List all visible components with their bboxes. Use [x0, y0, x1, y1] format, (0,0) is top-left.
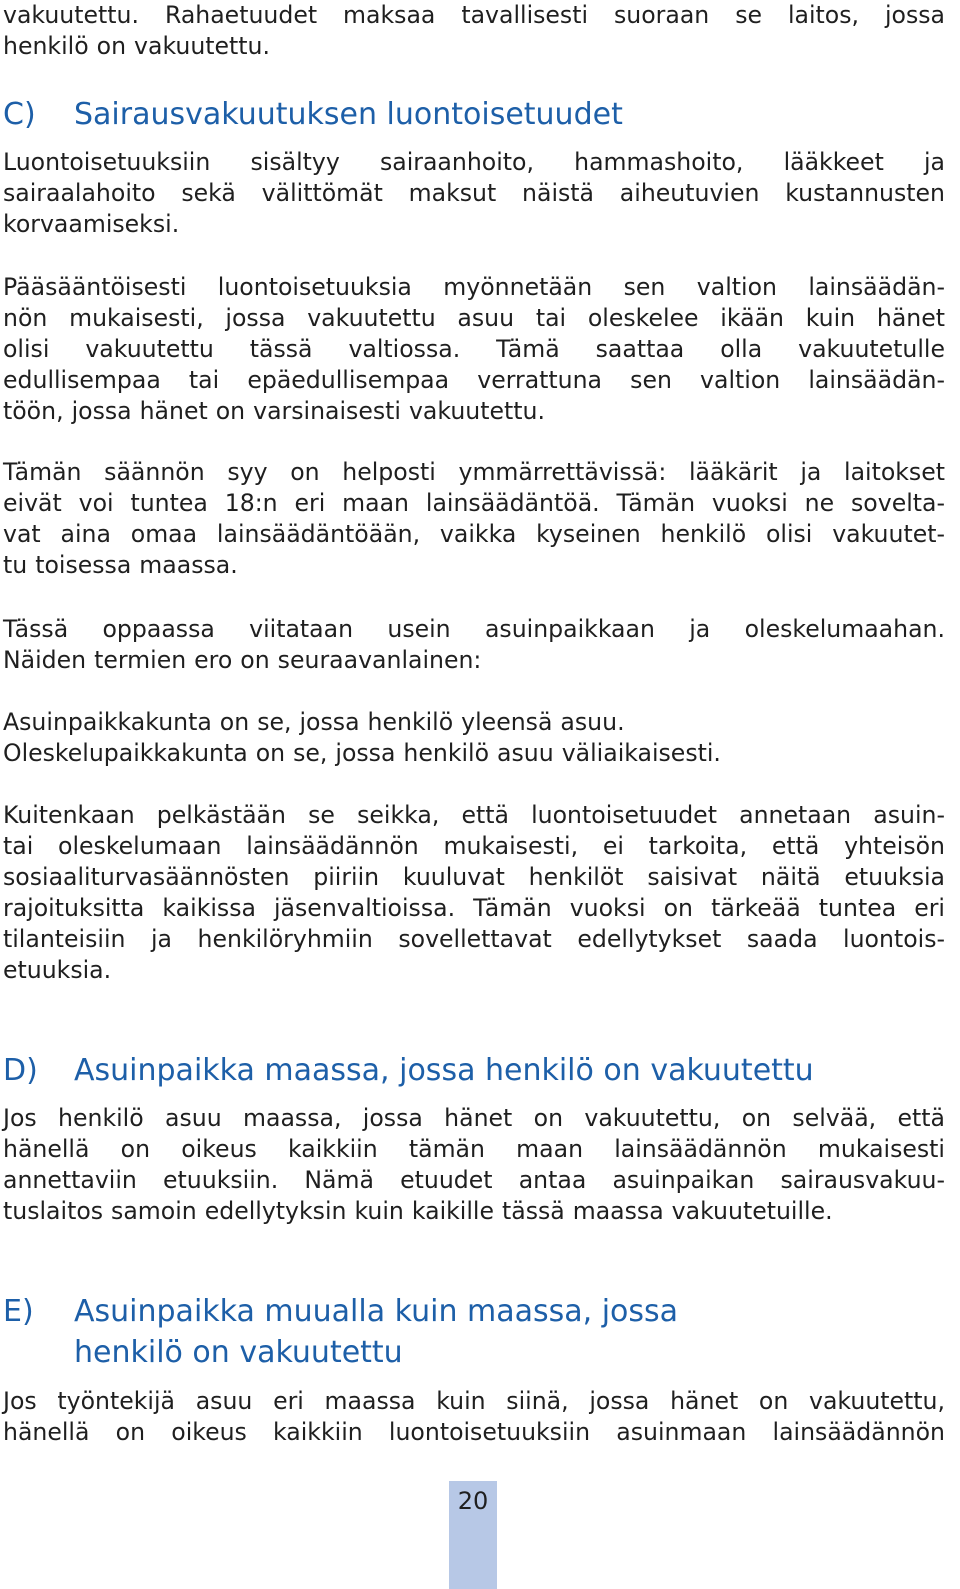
text-line: etuuksia.: [3, 956, 112, 984]
text-line: Tämän säännön syy on helposti ymmärrettävissä: lääkärit ja laitokset: [3, 458, 945, 486]
text-line: Kuitenkaan pelkästään se seikka, että luontoisetuudet annetaan asuin-: [3, 801, 945, 829]
text-line: sosiaaliturvasäännösten piiriin kuuluvat henkilöt saisivat näitä etuuksia: [3, 863, 945, 891]
section-c-paragraph-5: [3, 707, 945, 769]
text-line: annettaviin etuuksiin. Nämä etuudet antaa asuinpaikan sairausvakuu-: [3, 1166, 945, 1194]
text-line: nön mukaisesti, jossa vakuutettu asuu tai oleskelee ikään kuin hänet: [3, 304, 945, 332]
text-line: rajoituksitta kaikissa jäsenvaltioissa. Tämän vuoksi on tärkeää tuntea eri: [3, 894, 945, 922]
section-c-paragraph-2: [3, 272, 945, 427]
section-c-paragraph-1: [3, 147, 945, 240]
section-d-letter: D): [3, 1053, 38, 1088]
text-line: vat aina omaa lainsäädäntöään, vaikka kyseinen henkilö olisi vakuutet-: [3, 520, 945, 548]
intro-paragraph: [3, 0, 945, 62]
section-c-paragraph-6: [3, 800, 945, 986]
text-line: hänellä on oikeus kaikkiin tämän maan lainsäädännön mukaisesti: [3, 1135, 945, 1163]
section-e-title-line-1: Asuinpaikka muualla kuin maassa, jossa: [74, 1294, 679, 1329]
section-c-paragraph-4: [3, 614, 945, 676]
text-line: Näiden termien ero on seuraavanlainen:: [3, 646, 482, 674]
text-line: korvaamiseksi.: [3, 210, 180, 238]
section-e-paragraph-1: [3, 1386, 945, 1448]
text-line: Asuinpaikkakunta on se, jossa henkilö yleensä asuu.: [3, 708, 625, 736]
page-number: 20: [449, 1481, 497, 1589]
text-line: töön, jossa hänet on varsinaisesti vakuutettu.: [3, 397, 545, 425]
section-c-heading: [3, 94, 945, 135]
section-d-paragraph-1: [3, 1103, 945, 1227]
text-line: tilanteisiin ja henkilöryhmiin sovellettavat edellytykset saada luontois-: [3, 925, 945, 953]
text-line: Jos henkilö asuu maassa, jossa hänet on vakuutettu, on selvää, että: [3, 1104, 945, 1132]
text-line: olisi vakuutettu tässä valtiossa. Tämä saattaa olla vakuutetulle: [3, 335, 945, 363]
text-line: Tässä oppaassa viitataan usein asuinpaikkaan ja oleskelumaahan.: [3, 615, 945, 643]
section-d-heading: [3, 1050, 945, 1091]
section-c-letter: C): [3, 97, 36, 132]
section-e-title-line-2: henkilö on vakuutettu: [74, 1335, 403, 1370]
text-line: hänellä on oikeus kaikkiin luontoisetuuksiin asuinmaan lainsäädännön: [3, 1418, 945, 1446]
section-d-title: Asuinpaikka maassa, jossa henkilö on vakuutettu: [74, 1053, 814, 1088]
text-line: vakuutettu. Rahaetuudet maksaa tavallisesti suoraan se laitos, jossa: [3, 1, 945, 29]
text-line: tuslaitos samoin edellytyksin kuin kaikille tässä maassa vakuutetuille.: [3, 1197, 833, 1225]
section-e-letter: E): [3, 1294, 34, 1329]
text-line: Oleskelupaikkakunta on se, jossa henkilö asuu väliaikaisesti.: [3, 739, 721, 767]
text-line: tai oleskelumaan lainsäädännön mukaisesti, ei tarkoita, että yhteisön: [3, 832, 945, 860]
text-line: Jos työntekijä asuu eri maassa kuin siinä, jossa hänet on vakuutettu,: [3, 1387, 945, 1415]
text-line: eivät voi tuntea 18:n eri maan lainsäädäntöä. Tämän vuoksi ne sovelta-: [3, 489, 945, 517]
section-c-paragraph-3: [3, 457, 945, 581]
section-e-heading: [3, 1291, 945, 1373]
section-c-title: Sairausvakuutuksen luontoisetuudet: [74, 97, 623, 132]
text-line: sairaalahoito sekä välittömät maksut näistä aiheutuvien kustannusten: [3, 179, 945, 207]
text-line: Luontoisetuuksiin sisältyy sairaanhoito, hammashoito, lääkkeet ja: [3, 148, 945, 176]
text-line: henkilö on vakuutettu.: [3, 32, 271, 60]
text-line: tu toisessa maassa.: [3, 551, 238, 579]
text-line: Pääsääntöisesti luontoisetuuksia myönnetään sen valtion lainsäädän-: [3, 273, 945, 301]
text-line: edullisempaa tai epäedullisempaa verrattuna sen valtion lainsäädän-: [3, 366, 945, 394]
